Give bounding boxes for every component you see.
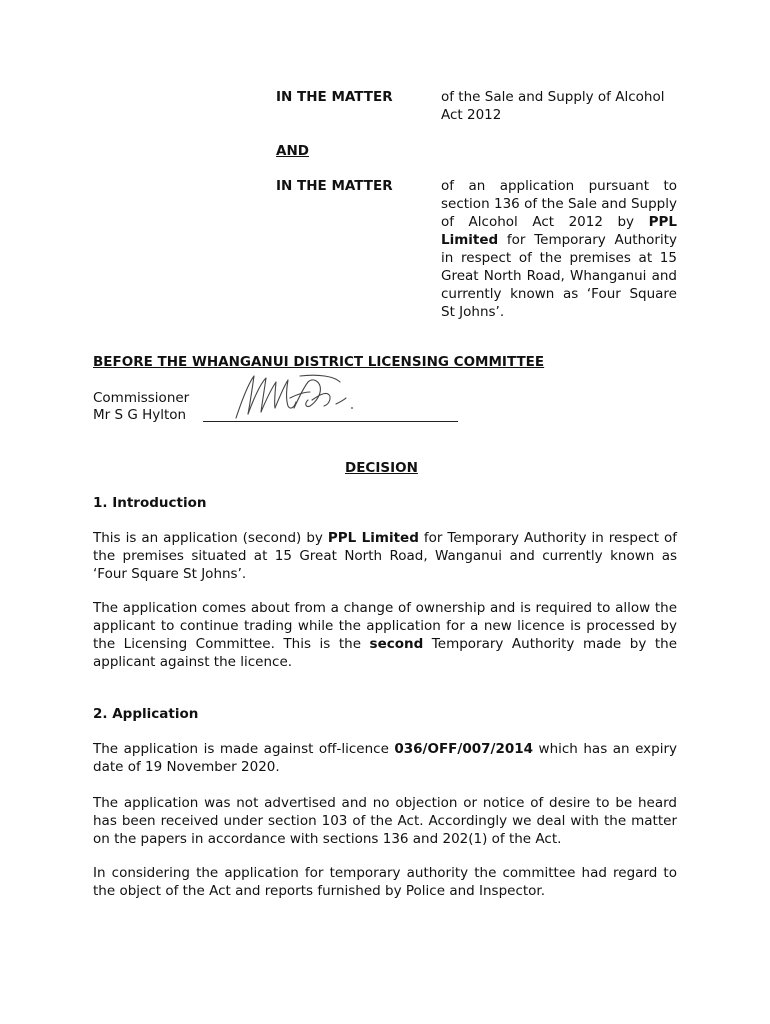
- matter-text-2-part2: for Temporary Authority in respect of the premises at 15 Great North Road, Whanganui and currently known as ‘Four Square St Johns’.: [441, 232, 677, 320]
- section-2-paragraph-3: In considering the application for temporary authority the committee had regard to the object of the Act and reports furnished by Police and Inspector.: [93, 865, 677, 899]
- section-2-p1-part1: The application is made against off-licence: [93, 741, 395, 757]
- section-2-p1-part2: which has an expiry date of 19 November 2020.: [93, 741, 677, 775]
- section-2-paragraph-1: [93, 740, 677, 776]
- section-1-heading: 1. Introduction: [93, 495, 207, 511]
- section-1-paragraph-2: [93, 599, 677, 671]
- matter-text-2: [441, 177, 677, 321]
- commissioner-name: Mr S G Hylton: [93, 407, 187, 423]
- signature-line: [203, 421, 458, 422]
- matter-label-2: IN THE MATTER: [276, 178, 393, 194]
- licence-number: 036/OFF/007/2014: [394, 741, 534, 757]
- section-2-paragraph-2: The application was not advertised and no objection or notice of desire to be heard has been received under section 103 of the Act. Accordingly we deal with the matter on the papers in accordance with sections 136 and 202(1) of the Act.: [93, 795, 677, 847]
- section-2-heading: 2. Application: [93, 706, 199, 722]
- commissioner-title: Commissioner: [93, 390, 190, 406]
- matter-label-1: IN THE MATTER: [276, 89, 393, 105]
- decision-heading: DECISION: [345, 460, 418, 476]
- section-1-paragraph-1: [93, 529, 677, 583]
- committee-heading: BEFORE THE WHANGANUI DISTRICT LICENSING COMMITTEE: [93, 354, 545, 370]
- section-1-p2-part2: Temporary Authority made by the applicant against the licence.: [93, 636, 677, 670]
- section-1-p1-applicant: PPL Limited: [327, 530, 419, 546]
- applicant-name: PPL Limited: [441, 214, 677, 248]
- signature-image: [228, 370, 358, 424]
- matter-text-1: of the Sale and Supply of Alcohol Act 2012: [441, 89, 665, 123]
- section-1-p2-emphasis: second: [369, 636, 424, 652]
- matter-text-2-part1: of an application pursuant to section 136 of the Sale and Supply of Alcohol Act 2012 by: [441, 178, 677, 230]
- section-1-p1-part2: for Temporary Authority in respect of the premises situated at 15 Great North Road, Wanganui and currently known as ‘Four Square St Johns’.: [93, 530, 677, 582]
- section-1-p1-part1: This is an application (second) by: [93, 530, 328, 546]
- and-label: AND: [276, 143, 309, 159]
- section-1-p2-part1: The application comes about from a change of ownership and is required to allow the applicant to continue trading while the application for a new licence is processed by the Licensing Committee. This is the: [93, 600, 677, 652]
